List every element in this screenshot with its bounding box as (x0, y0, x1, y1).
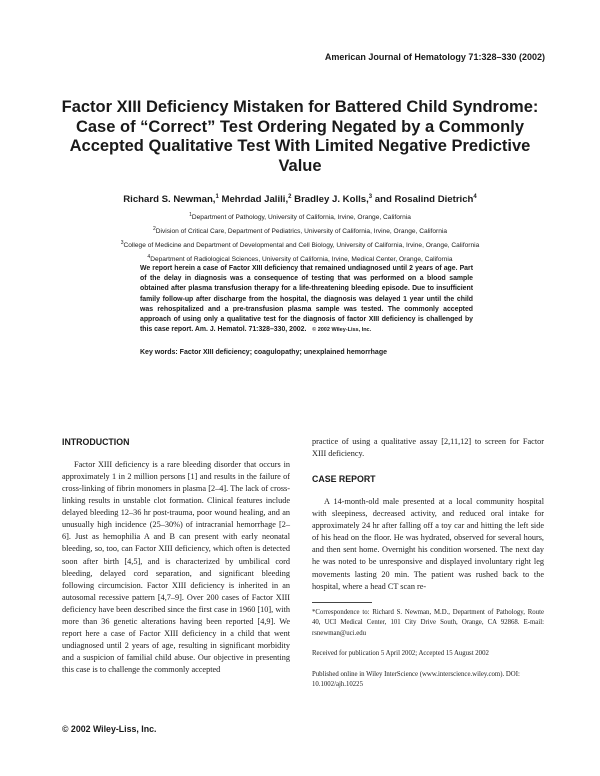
correspondence-footnote: *Correspondence to: Richard S. Newman, M.D., Department of Pathology, Route 40, UCI Medical Center, 101 City Drive South, Orange, CA 92868. E-mail: rsnewman@uci.edu (312, 609, 544, 637)
paragraph: practice of using a qualitative assay [2,11,12] to screen for Factor XIII deficiency. (312, 437, 544, 458)
introduction-body (62, 459, 290, 676)
author-affiliation-mark: 2 (288, 194, 292, 200)
affiliation-line: $^3$College of Medicine and Department of Developmental and Cell Biology, University of California, Irvine, Orange, California (120, 239, 480, 250)
abstract (140, 264, 473, 335)
case-report-heading: CASE REPORT (312, 474, 376, 484)
author-name: and Rosalind Dietrich (372, 194, 474, 206)
author-affiliation-mark: 1 (215, 194, 219, 200)
author-affiliation-mark: 4 (473, 194, 477, 200)
abstract-copyright: © 2002 Wiley-Liss, Inc. (312, 327, 372, 334)
paragraph: A 14-month-old male presented at a local community hospital with sleepiness, decreased activity, and reduced oral intake for approximately 24 hr after falling off a toy car and hitting the left side of his head on the floor. He was hydrated, observed for several hours, and then sent home. Overnight his condition worsened. The next day he was noted to be unresponsive and displayed involuntary right leg movements lasting 20 min. The patient was rushed back to the hospital, where a head CT scan re- (312, 497, 544, 591)
received-dates: Received for publication 5 April 2002; Accepted 15 August 2002 (312, 650, 489, 657)
author-name: Mehrdad Jalili, (218, 194, 289, 206)
author-name: Bradley J. Kolls, (291, 194, 369, 206)
publication-info: Published online in Wiley InterScience (www.interscience.wiley.com). DOI: 10.1002/ajh.10225 (312, 671, 520, 688)
author-affiliation-mark: 3 (368, 194, 373, 200)
page-copyright: © 2002 Wiley-Liss, Inc. (62, 724, 157, 734)
introduction-continuation (312, 436, 544, 460)
keywords: Key words: Factor XIII deficiency; coagulopathy; unexplained hemorrhage (140, 349, 387, 356)
article-title: Factor XIII Deficiency Mistaken for Battered Child Syndrome: Case of “Correct” Test Ordering Negated by a Commonly Accepted Qualitative Test With Limited Negative Predictive Value (61, 98, 539, 175)
author-list (60, 194, 540, 205)
case-report-body (312, 496, 544, 593)
abstract-text: We report herein a case of Factor XIII deficiency that remained undiagnosed until 2 years of age. Part of the delay in diagnosis was a consequence of testing that was performed on a blood sample obtained after plasma transfusion therapy for a life-threatening bleeding episode. Due to insufficient family follow-up after discharge from the hospital, the diagnosis was delayed 1 year until the child was rehospitalized and a pre-transfusion plasma sample was tested. The commonly accepted approach of using only a qualitative test for the diagnosis of factor XIII deficiency is challenged by this case report. Am. J. Hematol. 71:328–330, 2002. (140, 265, 473, 334)
paragraph: Factor XIII deficiency is a rare bleeding disorder that occurs in approximately 1 in 2 million persons [1] and results in the failure of cross-linking of fibrin monomers in plasma [2–4]. The lack of cross-linking results in unstable clot formation. Clinical features include delayed bleeding 12–36 hr post-trauma, poor wound healing, and an unusually high incidence (25–30%) of intracranial hemorrhage [2–6]. Just as hemophilia A and B can present with early neonatal bleeding, so, too, can Factor XIII deficiency, which often is detected soon after birth [4,5], and is characterized by umbilical cord bleeding, delayed cord separation, and significant bleeding following circumcision. Factor XIII deficiency is inherited in an autosomal recessive pattern [4,7–9]. Over 200 cases of Factor XIII deficiency have been described since the first case in 1960 [10], with more than 36 genetic alterations having been reported [4,9]. We report here a case of Factor XIII deficiency in a child that went undiagnosed until 2 years of age, resulting in significant morbidity and a suspicion of familial child abuse. Our objective in presenting this case is to challenge the commonly accepted (62, 460, 290, 675)
author-name: Richard S. Newman, (123, 194, 216, 206)
affiliation-line: $^4$Department of Radiological Sciences, University of California, Irvine, Medical Center, Orange, California (147, 253, 453, 264)
affiliation-line: $^1$Department of Pathology, University of California, Irvine, Orange, California (189, 212, 411, 222)
affiliation-list (30, 210, 570, 266)
journal-citation: American Journal of Hematology 71:328–330 (2002) (324, 52, 545, 62)
affiliation-line: $^2$Division of Critical Care, Department of Pediatrics, University of California, Irvine, Orange, California (152, 225, 448, 236)
introduction-heading: INTRODUCTION (62, 437, 130, 447)
footnote-divider (312, 602, 372, 603)
